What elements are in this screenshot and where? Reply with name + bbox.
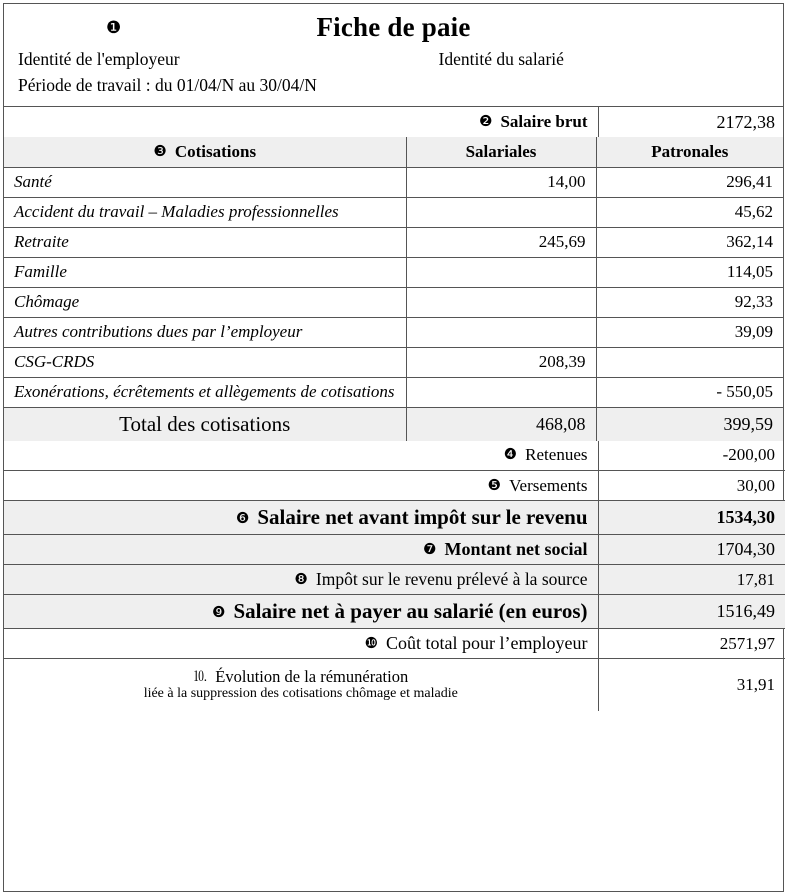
table-row: [4, 287, 783, 317]
payslip-header: [4, 4, 783, 107]
contribution-label: Famille: [4, 257, 406, 287]
badge-3-icon: ❸: [153, 141, 167, 160]
contribution-employee-value: 14,00: [406, 167, 596, 197]
table-row: [4, 347, 783, 377]
identity-row: [18, 49, 769, 70]
retenues-label-cell: [4, 441, 598, 471]
badge-5-icon: ❺: [487, 475, 502, 494]
contribution-label: CSG-CRDS: [4, 347, 406, 377]
net-social-row: [4, 535, 785, 565]
contribution-employer-value: 296,41: [596, 167, 783, 197]
gross-salary-label: Salaire brut: [500, 112, 588, 131]
remuneration-evolution-row: [4, 659, 785, 711]
employer-cost-value: 2571,97: [598, 629, 785, 659]
contributions-employer-col-header: Patronales: [651, 141, 729, 161]
remuneration-evolution-line1: Évolution de la rémunération: [215, 666, 409, 686]
total-contributions-row: [4, 407, 783, 441]
income-tax-label-cell: [4, 565, 598, 595]
remuneration-evolution-label-cell: [4, 659, 598, 711]
remuneration-evolution-text: [14, 668, 588, 702]
remuneration-evolution-line2: liée à la suppression des cotisations chômage et maladie: [143, 686, 458, 702]
contribution-employer-value: 114,05: [596, 257, 783, 287]
gross-salary-table: [4, 107, 785, 137]
contribution-employer-value: [596, 347, 783, 377]
contribution-employee-value: [406, 197, 596, 227]
page-title-row: [18, 12, 769, 43]
gross-salary-row: [4, 107, 785, 137]
badge-2-icon: ❷: [478, 112, 493, 130]
contribution-employee-value: 208,39: [406, 347, 596, 377]
contributions-header-row: [4, 137, 783, 167]
payslip-frame: [3, 3, 784, 892]
net-to-pay-label-cell: [4, 595, 598, 629]
net-social-label-cell: [4, 535, 598, 565]
retenues-label: Retenues: [525, 445, 588, 465]
contribution-employee-value: [406, 377, 596, 407]
net-to-pay-row: [4, 595, 785, 629]
versements-label-cell: [4, 471, 598, 501]
contribution-label: Santé: [4, 167, 406, 197]
badge-1-icon: ❶: [106, 18, 122, 37]
gross-salary-value: 2172,38: [716, 111, 775, 132]
net-social-value: 1704,30: [598, 535, 785, 565]
total-contributions-employer-value: 399,59: [596, 407, 783, 441]
contributions-header-label-cell: [4, 137, 406, 167]
net-before-tax-row: [4, 501, 785, 535]
contributions-employee-col-header: Salariales: [406, 137, 596, 167]
employer-cost-label-cell: [4, 629, 598, 659]
contribution-employer-value: - 550,05: [596, 377, 783, 407]
employer-identity: Identité de l'employeur: [18, 49, 180, 69]
work-period: Période de travail : du 01/04/N au 30/04/N: [18, 75, 317, 95]
contribution-employer-value: 39,09: [596, 317, 783, 347]
contribution-label: Accident du travail – Maladies professionnelles: [4, 197, 406, 227]
net-before-tax-value: 1534,30: [598, 501, 785, 535]
income-tax-label: Impôt sur le revenu prélevé à la source: [315, 569, 588, 589]
table-row: [4, 197, 783, 227]
contribution-employer-value: 45,62: [596, 197, 783, 227]
badge-11-icon: ⒑: [193, 668, 208, 685]
table-row: [4, 167, 783, 197]
contribution-label: Autres contributions dues par l’employeur: [4, 317, 406, 347]
remuneration-evolution-line1-wrap: [14, 668, 588, 687]
contribution-employee-value: 245,69: [406, 227, 596, 257]
contribution-label: Retraite: [4, 227, 406, 257]
versements-value: 30,00: [598, 471, 785, 501]
employer-cost-label: Coût total pour l’employeur: [386, 633, 588, 653]
contribution-employer-value: 92,33: [596, 287, 783, 317]
contributions-header-label: Cotisations: [174, 141, 257, 161]
employer-cost-row: [4, 629, 785, 659]
contribution-label: Exonérations, écrêtements et allègements de cotisations: [4, 377, 406, 407]
table-row: [4, 227, 783, 257]
badge-4-icon: ❹: [503, 445, 518, 464]
net-to-pay-value: 1516,49: [598, 595, 785, 629]
badge-9-icon: ❾: [211, 603, 226, 621]
badge-6-icon: ❻: [235, 509, 250, 527]
contribution-employer-value: 362,14: [596, 227, 783, 257]
total-contributions-employee-value: 468,08: [406, 407, 596, 441]
retenues-value: -200,00: [722, 445, 775, 465]
employee-identity: Identité du salarié: [438, 49, 564, 69]
table-row: [4, 257, 783, 287]
gross-salary-label-cell: [4, 107, 598, 137]
badge-8-icon: ❽: [294, 570, 308, 588]
remuneration-evolution-value: 31,91: [598, 659, 785, 711]
badge-10-icon: ❿: [364, 634, 379, 652]
total-contributions-label: Total des cotisations: [4, 407, 406, 441]
badge-7-icon: ❼: [423, 540, 437, 558]
net-before-tax-label-cell: [4, 501, 598, 535]
summary-table: [4, 441, 785, 711]
net-before-tax-label: Salaire net avant impôt sur le revenu: [257, 505, 588, 529]
income-tax-value: 17,81: [598, 565, 785, 595]
contribution-employee-value: [406, 317, 596, 347]
contribution-employee-value: [406, 287, 596, 317]
versements-row: [4, 471, 785, 501]
net-to-pay-label: Salaire net à payer au salarié (en euros): [233, 599, 588, 623]
versements-label: Versements: [509, 475, 588, 495]
retenues-row: [4, 441, 785, 471]
table-row: [4, 317, 783, 347]
net-social-label: Montant net social: [444, 539, 588, 559]
income-tax-row: [4, 565, 785, 595]
contributions-table: [4, 137, 783, 441]
contribution-label: Chômage: [4, 287, 406, 317]
page-title: Fiche de paie: [316, 12, 471, 42]
contribution-employee-value: [406, 257, 596, 287]
table-row: [4, 377, 783, 407]
